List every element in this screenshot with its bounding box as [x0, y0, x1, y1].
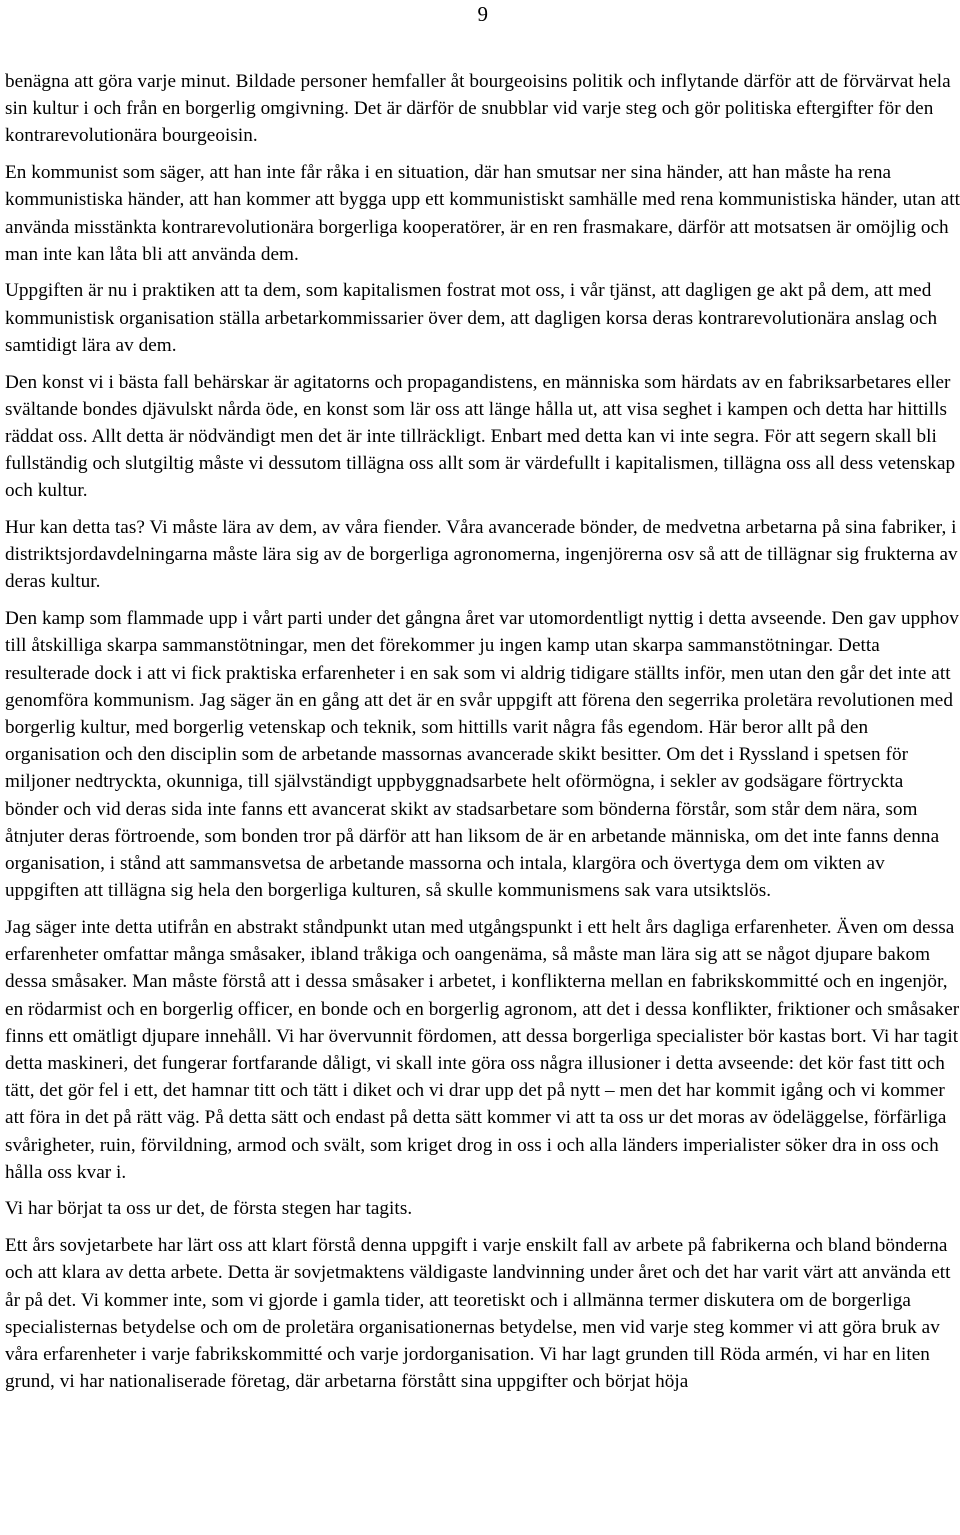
paragraph: Hur kan detta tas? Vi måste lära av dem, av våra fiender. Våra avancerade bönder, de medvetna arbetarna på sina fabriker, i distriktsjordavdelningarna måste lära sig av de borgerliga agronomerna, ingenjörerna osv så att de tillägnar sig frukterna av deras kultur. [5, 517, 958, 593]
paragraph: Jag säger inte detta utifrån en abstrakt ståndpunkt utan med utgångspunkt i ett helt års dagliga erfarenheter. Även om dessa erfarenheter omfattar många småsaker, ibland tråkiga och oangenäma, så måste man lära sig att se något djupare bakom dessa småsaker. Man måste förstå att i dessa småsaker i arbetet, i konflikterna mellan en fabrikskommitté och en ingenjör, en rödarmist och en borgerlig officer, en bonde och en borgerlig agronom, att det i dessa konflikter, friktioner och småsaker finns ett omätligt djupare innehåll. Vi har övervunnit fördomen, att dessa borgerliga specialister bör kastas bort. Vi har tagit detta maskineri, det fungerar fortfarande dåligt, vi skall inte göra oss några illusioner i detta avseende: det kör fast titt och tätt, det gör fel i ett, det hamnar titt och tätt i diket och vi drar upp det på nytt – men det har kommit igång och vi kommer att föra in det på rätt väg. På detta sätt och endast på detta sätt kommer vi att ta oss ur det moras av ödeläggelse, förfärliga svårigheter, ruin, förvildning, armod och svält, som kriget drog in oss i och alla länders imperialister söker dra in oss och hålla oss kvar i. [5, 916, 960, 1183]
paragraph: Den kamp som flammade upp i vårt parti under det gångna året var utomordentligt nyttig i detta avseende. Den gav upphov till åtskilliga skarpa sammanstötningar, men det förekommer ju ingen kamp utan skarpa sammanstötningar. Detta resulterade dock i att vi fick praktiska erfarenheter i en sak som vi aldrig tidigare ställts inför, men utan den går det inte att genomföra kommunism. Jag säger än en gång att det är en svår uppgift att förena den segerrika proletära revolutionen med borgerlig kultur, med borgerlig vetenskap och teknik, som hittills varit några fås egendom. Här beror allt på den organisation och den disciplin som de arbetande massornas avancerade skikt besitter. Om det i Ryssland i spetsen för miljoner nedtryckta, okunniga, till självständigt uppbyggnadsarbete helt oförmögna, i sekler av godsägare förtryckta bönder och vid deras sida inte fanns ett avancerat skikt av stadsarbetare som bönderna förstår, som står dem nära, som åtnjuter deras förtroende, som bonden tror på därför att han liksom de är en arbetande människa, om det inte fanns denna organisation, i stånd att sammansvetsa de arbetande massorna och intala, klargöra och övertyga dem om vikten av uppgiften att tillägna sig hela den borgerliga kulturen, så skulle kommunismens sak vara utsiktslös. [5, 608, 959, 902]
document-body [5, 68, 960, 1405]
paragraph: Uppgiften är nu i praktiken att ta dem, som kapitalismen fostrat mot oss, i vår tjänst, att dagligen ge akt på dem, att med kommunistisk organisation ställa arbetarkommissarier över dem, att dagligen korsa deras kontrarevolutionära anslag och samtidigt lära av dem. [5, 280, 938, 356]
paragraph: Vi har börjat ta oss ur det, de första stegen har tagits. [5, 1198, 413, 1220]
paragraph: Den konst vi i bästa fall behärskar är agitatorns och propagandistens, en människa som härdats av en fabriksarbetares eller svältande bondes djävulskt nårda öde, en konst som lär oss att länge hålla ut, att visa seghet i kampen och detta har hittills räddat oss. Allt detta är nödvändigt men det är inte tillräckligt. Enbart med detta kan vi inte segra. För att segern skall bli fullständig och slutgiltig måste vi dessutom tillägna oss allt som är värdefullt i kapitalismen, tillägna oss all dess vetenskap och kultur. [5, 371, 956, 502]
paragraph: Ett års sovjetarbete har lärt oss att klart förstå denna uppgift i varje enskilt fall av arbete på fabrikerna och bland bönderna och att klara av detta arbete. Detta är sovjetmaktens väldigaste landvinning under året och det har varit värt att använda ett år på det. Vi kommer inte, som vi gjorde i gamla tider, att teoretiskt och i allmänna termer diskutera om de borgerliga specialisternas betydelse och om de proletära organisationernas betydelse, men vid varje steg kommer vi att göra bruk av våra erfarenheter i varje fabrikskommitté och varje jordorganisation. Vi har lagt grunden till Röda armén, vi har en liten grund, vi har nationaliserade företag, där arbetarna förstått sina uppgifter och börjat höja [5, 1235, 951, 1393]
paragraph: En kommunist som säger, att han inte får råka i en situation, där han smutsar ner sina händer, att han måste ha rena kommunistiska händer, att han kommer att bygga upp ett kommunistiskt samhälle med rena kommunistiska händer, utan att använda misstänkta kontrarevolutionära borgerliga kooperatörer, är en ren frasmakare, därför att motsatsen är omöjlig och man inte kan låta bli att använda dem. [5, 162, 960, 265]
paragraph: benägna att göra varje minut. Bildade personer hemfaller åt bourgeoisins politik och inflytande därför att de förvärvat hela sin kultur i och från en borgerlig omgivning. Det är därför de snubblar vid varje steg och gör politiska eftergifter för den kontrarevolutionära bourgeoisin. [5, 71, 951, 147]
page-number: 9 [477, 2, 488, 26]
